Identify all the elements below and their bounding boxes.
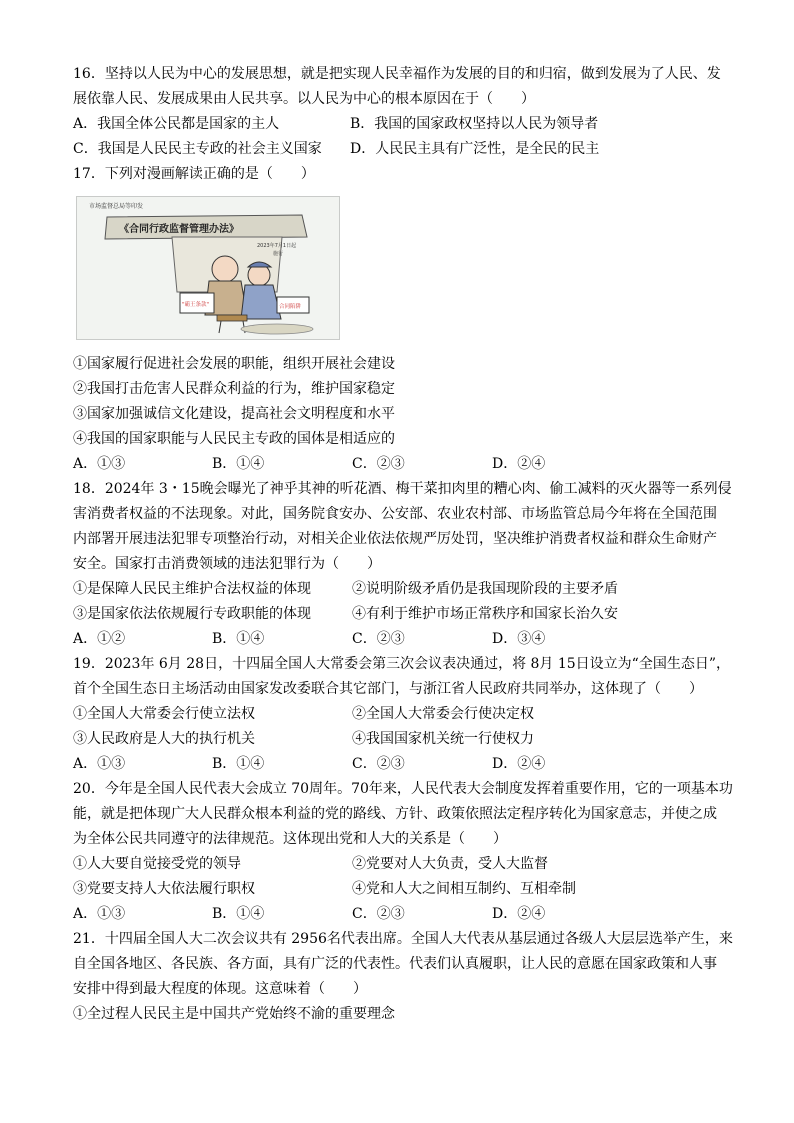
q17-choice-d: D．②④ <box>492 456 546 472</box>
cartoon-sign-left: "霸王条款" <box>182 302 210 308</box>
q18-choice-c: C．②③ <box>352 631 405 647</box>
q16-option-d: D．人民民主具有广泛性，是全民的民主 <box>350 141 600 157</box>
q16-stem-line2: 展依靠人民、发展成果由人民共享。以人民为中心的根本原因在于（ ） <box>73 91 535 107</box>
q19-stem-line2: 首个全国生态日主场活动由国家发改委联合其它部门，与浙江省人民政府共同举办，这体现了（ ） <box>73 681 703 697</box>
q20-item-3: ③党要支持人大依法履行职权 <box>73 881 255 897</box>
q16-stem-line1: 16．坚持以人民为中心的发展思想，就是把实现人民幸福作为发展的目的和归宿，做到发展为了人民、发 <box>73 66 721 82</box>
q17-item-2: ②我国打击危害人民群众利益的行为，维护国家稳定 <box>73 381 395 397</box>
q19-item-2: ②全国人大常委会行使决定权 <box>352 706 534 722</box>
q16-option-a: A．我国全体公民都是国家的主人 <box>73 116 280 132</box>
q19-choice-c: C．②③ <box>352 756 405 772</box>
q18-choice-a: A．①② <box>73 631 126 647</box>
q17-choice-b: B．①④ <box>212 456 265 472</box>
cartoon-illustration <box>77 197 339 339</box>
q19-item-4: ④我国国家机关统一行使权力 <box>352 731 534 747</box>
cartoon-effective: 施行 <box>273 251 284 257</box>
q19-item-3: ③人民政府是人大的执行机关 <box>73 731 255 747</box>
q20-choice-a: A．①③ <box>73 906 126 922</box>
q20-item-1: ①人大要自觉接受党的领导 <box>73 856 241 872</box>
q20-choice-d: D．②④ <box>492 906 546 922</box>
q16-option-b: B．我国的国家政权坚持以人民为领导者 <box>350 116 599 132</box>
q17-stem: 17．下列对漫画解读正确的是（ ） <box>73 166 315 182</box>
q20-choice-b: B．①④ <box>212 906 265 922</box>
q18-stem-line1: 18．2024年 3・15晚会曝光了神乎其神的听花酒、梅干菜扣肉里的糟心肉、偷工减料的灭火器等一系列侵 <box>73 481 732 497</box>
q20-item-2: ②党要对人大负责，受人大监督 <box>352 856 548 872</box>
q18-choice-d: D．③④ <box>492 631 546 647</box>
q17-item-1: ①国家履行促进社会发展的职能，组织开展社会建设 <box>73 356 395 372</box>
q17-item-3: ③国家加强诚信文化建设，提高社会文明程度和水平 <box>73 406 395 422</box>
q18-item-1: ①是保障人民民主维护合法权益的体现 <box>73 581 311 597</box>
q18-stem-line3: 内部署开展违法犯罪专项整治行动，对相关企业依法依规严厉处罚，坚决维护消费者权益和群众生命财产 <box>73 531 717 547</box>
cartoon-sign-right: 合同陷阱 <box>279 304 302 310</box>
q20-stem-line2: 能，就是把体现广大人民群众根本利益的党的路线、方针、政策依照法定程序转化为国家意志，并使之成 <box>73 806 717 822</box>
q17-choice-c: C．②③ <box>352 456 405 472</box>
q21-stem-line2: 自全国各地区、各民族、各方面，具有广泛的代表性。代表们认真履职，让人民的意愿在国家政策和人事 <box>73 956 717 972</box>
q16-option-c: C．我国是人民民主专政的社会主义国家 <box>73 141 322 157</box>
q21-item-1: ①全过程人民民主是中国共产党始终不渝的重要理念 <box>73 1006 395 1022</box>
q19-choice-b: B．①④ <box>212 756 265 772</box>
q18-item-4: ④有利于维护市场正常秩序和国家长治久安 <box>352 606 618 622</box>
q17-choice-a: A．①③ <box>73 456 126 472</box>
q19-choice-a: A．①③ <box>73 756 126 772</box>
q19-item-1: ①全国人大常委会行使立法权 <box>73 706 255 722</box>
q19-choice-d: D．②④ <box>492 756 546 772</box>
q20-choice-c: C．②③ <box>352 906 405 922</box>
q21-stem-line1: 21．十四届全国人大二次会议共有 2956名代表出席。全国人大代表从基层通过各级人大层层选举产生，来 <box>73 931 733 947</box>
cartoon-header: 市场监督总局等印发 <box>89 203 144 210</box>
q20-stem-line1: 20．今年是全国人民代表大会成立 70周年。70年来，人民代表大会制度发挥着重要作用，它的一项基本功 <box>73 781 733 797</box>
q18-item-2: ②说明阶级矛盾仍是我国现阶段的主要矛盾 <box>352 581 618 597</box>
q19-stem-line1: 19．2023年 6月 28日，十四届全国人大常委会第三次会议表决通过，将 8月 15日设立为“全国生态日”， <box>73 656 730 672</box>
q18-stem-line2: 害消费者权益的不法现象。对此，国务院食安办、公安部、农业农村部、市场监管总局今年将在全国范围 <box>73 506 717 522</box>
q18-stem-line4: 安全。国家打击消费领域的违法犯罪行为（ ） <box>73 556 381 572</box>
cartoon-date: 2023年7月1日起 <box>257 243 297 249</box>
q20-item-4: ④党和人大之间相互制约、互相牵制 <box>352 881 576 897</box>
q17-item-4: ④我国的国家职能与人民民主专政的国体是相适应的 <box>73 431 395 447</box>
q18-choice-b: B．①④ <box>212 631 265 647</box>
q20-stem-line3: 为全体公民共同遵守的法律规范。这体现出党和人大的关系是（ ） <box>73 831 507 847</box>
cartoon-image <box>76 196 340 340</box>
q18-item-3: ③是国家依法依规履行专政职能的体现 <box>73 606 311 622</box>
q21-stem-line3: 安排中得到最大程度的体现。这意味着（ ） <box>73 981 367 997</box>
cartoon-banner-title: 《合同行政监督管理办法》 <box>119 224 239 235</box>
